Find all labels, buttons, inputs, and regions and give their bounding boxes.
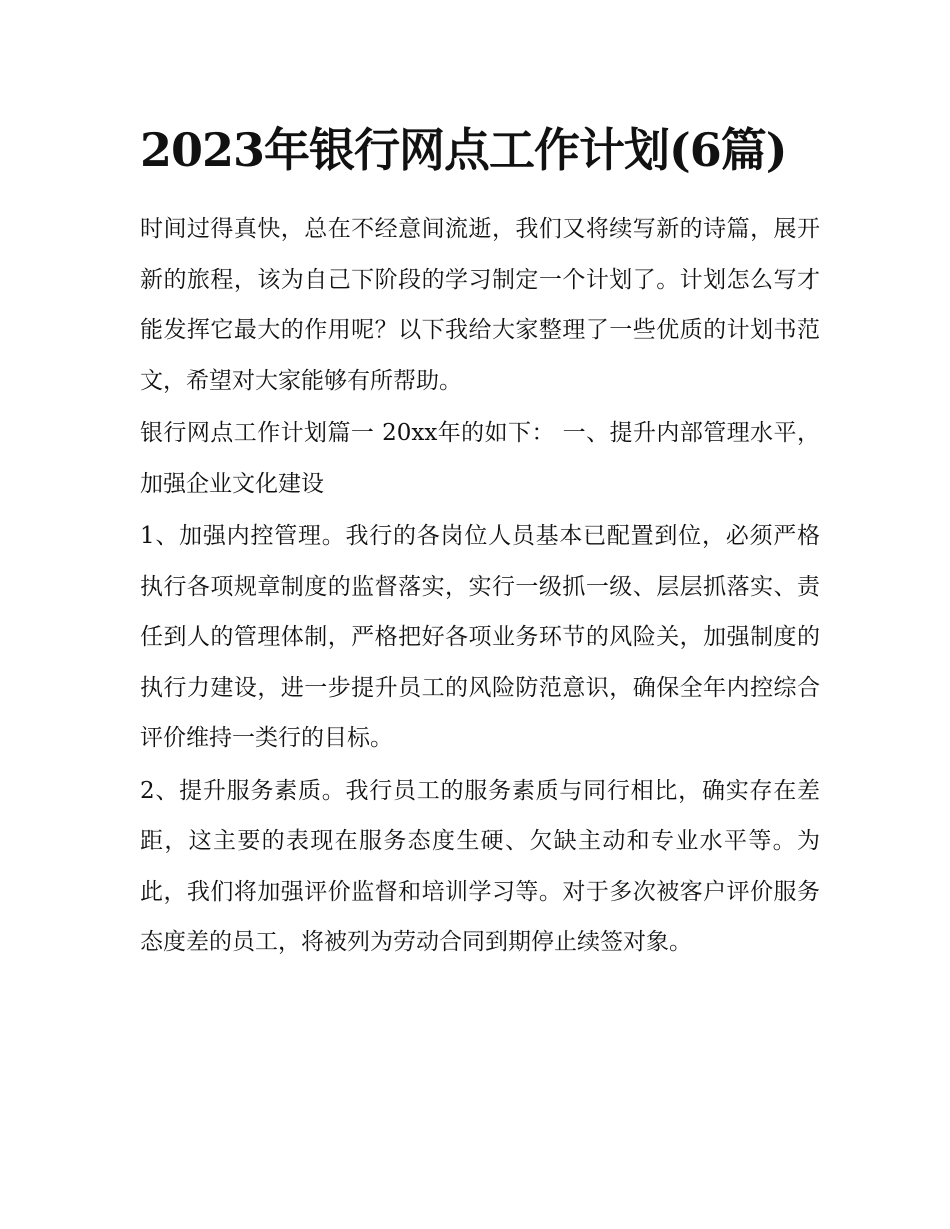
document-title: 2023年银行网点工作计划(6篇): [140, 123, 787, 177]
section-heading-paragraph: 银行网点工作计划篇一 20xx年的如下： 一、提升内部管理水平，加强企业文化建设: [140, 420, 820, 497]
intro-paragraph: 时间过得真快，总在不经意间流逝，我们又将续写新的诗篇，展开新的旅程，该为自己下阶段的学习制定一个计划了。计划怎么写才能发挥它最大的作用呢？以下我给大家整理了一些优质的计划书范文，希望对大家能够有所帮助。: [140, 216, 820, 394]
service-quality-paragraph: 2、提升服务素质。我行员工的服务素质与同行相比，确实存在差距，这主要的表现在服务态度生硬、欠缺主动和专业水平等。为此，我们将加强评价监督和培训学习等。对于多次被客户评价服务态度差的员工，将被列为劳动合同到期停止续签对象。: [140, 777, 820, 955]
internal-control-paragraph: 1、加强内控管理。我行的各岗位人员基本已配置到位，必须严格执行各项规章制度的监督落实，实行一级抓一级、层层抓落实、责任到人的管理体制，严格把好各项业务环节的风险关，加强制度的执行力建设，进一步提升员工的风险防范意识，确保全年内控综合评价维持一类行的目标。: [140, 523, 820, 751]
document-body: [140, 118, 820, 970]
